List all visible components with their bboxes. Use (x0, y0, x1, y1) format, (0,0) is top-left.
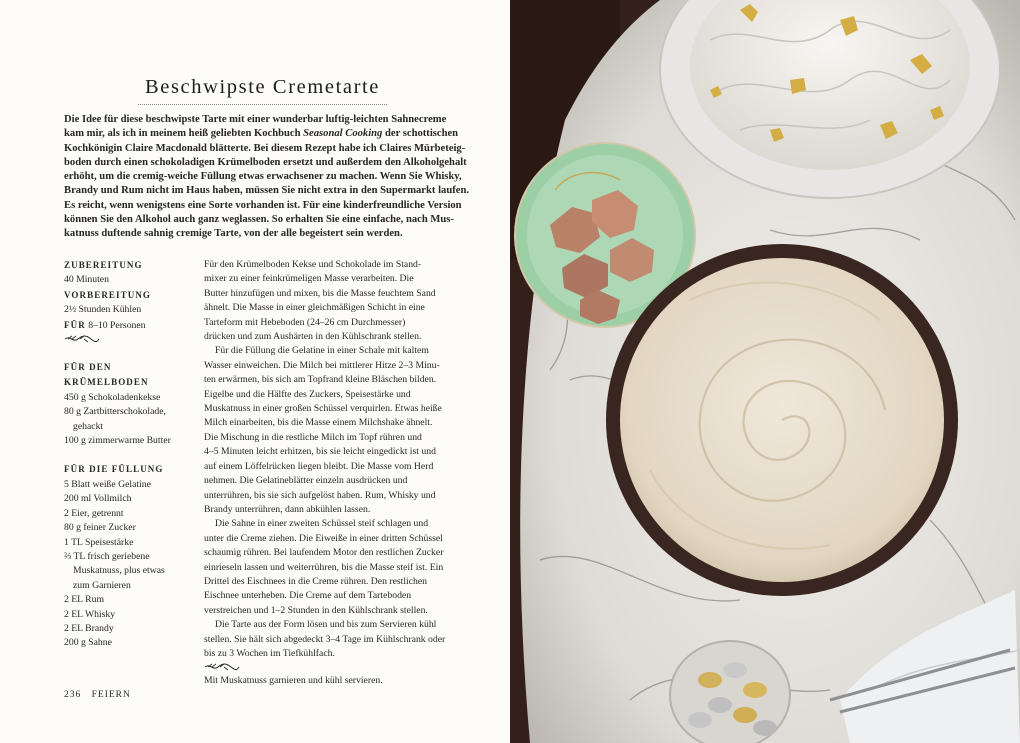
intro-line: Es reicht, wenn wenigstens eine Sorte vorhanden ist. Für eine kinderfreundliche Version (64, 199, 462, 211)
method-line: Butter hinzufügen und mixen, bis die Masse feuchtem Sand (204, 287, 436, 299)
base-heading-1: FÜR DEN (64, 362, 112, 373)
method-line: Für die Füllung die Gelatine in einer Schale mit kaltem (215, 345, 429, 357)
filling-item: Muskatnuss, plus etwas (73, 565, 165, 577)
filling-item: 200 g Sahne (64, 637, 112, 649)
filling-item: 200 ml Vollmilch (64, 493, 132, 505)
title-underline (138, 104, 387, 105)
filling-item: 2 EL Whisky (64, 608, 116, 620)
intro-paragraph (64, 113, 469, 242)
method-line: auf einem Löffelrücken liegen bleibt. Die Masse vom Herd (204, 460, 434, 472)
cream-tarte (606, 244, 958, 596)
intro-line: können Sie den Alkohol auch ganz weglassen. So erhalten Sie eine einfache, nach Mus- (64, 214, 454, 226)
base-item: gehackt (73, 420, 104, 432)
base-item: 80 g Zartbitterschokolade, (64, 406, 166, 418)
base-heading-2: KRÜMELBODEN (64, 377, 149, 388)
serves-line (64, 318, 204, 333)
method-line: mixer zu einer feinkrümeligen Masse verarbeiten. Die (204, 273, 414, 285)
section-name: FEIERN (91, 690, 131, 700)
filling-item: 2 EL Rum (64, 594, 105, 606)
method-line: Tarteform mit Hebeboden (24–26 cm Durchmesser) (204, 316, 406, 328)
method-line: Für den Krümelboden Kekse und Schokolade im Stand- (204, 259, 422, 270)
recipe-title: Beschwipste Cremetarte (144, 76, 380, 98)
filling-item: ⅔ TL frisch geriebene (64, 550, 150, 562)
prep-value: 40 Minuten (64, 274, 109, 286)
method-line: Die Sahne in einer zweiten Schüssel steif schlagen und (215, 518, 429, 530)
method-line: schaumig rühren. Bei laufendem Motor den restlichen Zucker (204, 547, 444, 559)
chill-value: 2½ Stunden Kühlen (64, 304, 142, 316)
method-line: ten erwärmen, bis sich am Topfrand kleine Bläschen bilden. (204, 374, 437, 386)
serving-note: Mit Muskatnuss garnieren und kühl servieren. (204, 675, 383, 687)
intro-line: Kochkönigin Claire Macdonald blätterte. Bei diesem Rezept habe ich Claires Mürbeteig- (64, 142, 466, 154)
intro-line: Brandy und Rum nicht im Haus haben, müssen Sie nicht extra in den Supermarkt laufen. (64, 185, 469, 197)
filling-heading: FÜR DIE FÜLLUNG (64, 464, 164, 475)
filling-item: 80 g feiner Zucker (64, 522, 136, 534)
method-line: Drittel des Eischnees in die Creme rühren. Den restlichen (204, 575, 428, 587)
prep-label: ZUBEREITUNG (64, 260, 143, 270)
flourish-ornament-icon (204, 662, 240, 672)
intro-line: katnuss duftende sahnig cremige Tarte, von der alle begeistert sein werden. (64, 228, 403, 240)
serves-label: FÜR (64, 319, 86, 330)
method-line: bis zu 3 Wochen im Tiefkühlfach. (204, 647, 335, 659)
intro-line: Die Idee für diese beschwipste Tarte mit einer wunderbar luftig-leichten Sahnecreme (64, 114, 447, 125)
method-line: verstreichen und 1–2 Stunden in den Kühlschrank stellen. (204, 604, 428, 616)
intro-line: boden durch einen schokoladigen Krümelboden ersetzt und außerdem den Alkoholgehalt (64, 156, 467, 168)
method-line: 4–5 Minuten leicht erhitzen, bis sie leicht eingedickt ist und (204, 446, 436, 458)
method-line: Eischnee unterheben. Die Creme auf dem Tarteboden (204, 590, 412, 602)
method-line: Brandy unterrühren, dann abkühlen lassen. (204, 503, 371, 515)
page-number: 236 (64, 690, 82, 700)
method-line: ähnelt. Die Masse in einer gleichmäßigen Schicht in eine (204, 302, 425, 314)
method-line: Eigelbe und die Hälfte des Zuckers, Speisestärke und (204, 388, 411, 400)
filling-item: 2 EL Brandy (64, 622, 114, 634)
intro-line: kam mir, als ich in meinem heiß geliebten Kochbuch Seasonal Cooking der schottischen (64, 128, 459, 140)
page-footer (64, 690, 131, 700)
method-line: Die Mischung in die restliche Milch im Topf rühren und (204, 431, 422, 443)
method-text (204, 258, 464, 661)
method-line: unterrühren, bis sie sich aufgelöst haben. Rum, Whisky und (204, 489, 436, 501)
chill-label: VORBEREITUNG (64, 289, 152, 300)
serves-value: 8–10 Personen (88, 319, 146, 331)
method-column (204, 258, 464, 689)
method-line: stellen. Sie hält sich abgedeckt 3–4 Tage im Kühlschrank oder (204, 633, 446, 645)
filling-item: zum Garnieren (73, 579, 131, 591)
filling-item: 1 TL Speisestärke (64, 536, 134, 548)
book-title: Seasonal Cooking (303, 128, 383, 140)
tarte-photo (510, 0, 1020, 743)
flourish-ornament-icon (64, 334, 100, 344)
method-line: Muskatnuss in einer großen Schüssel verquirlen. Etwas heiße (204, 403, 442, 415)
dragee-bowl (670, 641, 790, 743)
method-line: Milch einarbeiten, bis die Masse einem Milchshake ähnelt. (204, 417, 433, 429)
method-line: Die Tarte aus der Form lösen und bis zum Servieren kühl (215, 619, 437, 631)
method-line: nehmen. Die Gelatineblätter einzeln ausdrücken und (204, 475, 408, 487)
ingredients-column (64, 258, 204, 651)
intro-line: erhöht, um die cremig-weiche Füllung etwas erwachsener zu machen. Wenn Sie Whisky, (64, 171, 462, 183)
filling-item: 5 Blatt weiße Gelatine (64, 478, 151, 490)
method-line: unter die Creme ziehen. Die Eiweiße in einer dritten Schüssel (204, 532, 443, 544)
method-line: Wasser einweichen. Die Milch bei mittlerer Hitze 2–3 Minu- (204, 359, 440, 371)
filling-item: 2 Eier, getrennt (64, 507, 124, 519)
base-item: 100 g zimmerwarme Butter (64, 435, 171, 447)
method-line: drücken und zum Aushärten in den Kühlschrank stellen. (204, 331, 422, 343)
base-item: 450 g Schokoladenkekse (64, 391, 161, 403)
photo-page (510, 0, 1020, 743)
method-line: einrieseln lassen und weiterrühren, bis die Masse steif ist. Ein (204, 561, 444, 573)
